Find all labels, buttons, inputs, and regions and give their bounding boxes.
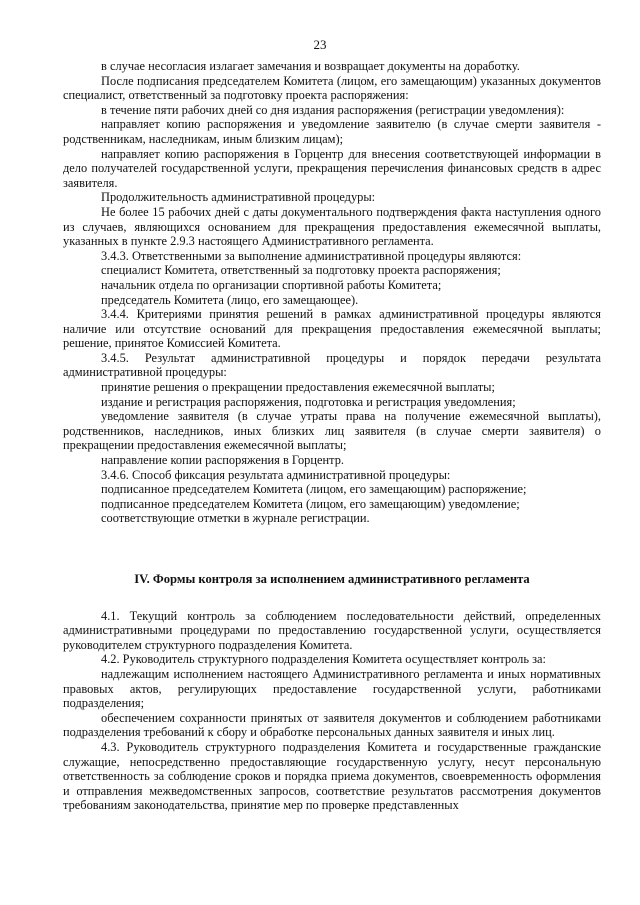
paragraph: 3.4.4. Критериями принятия решений в рамках административной процедуры являются наличие или отсутствие оснований для прекращения предоставления ежемесячной выплаты; решение, принятое Комиссией Комитета. — [63, 307, 601, 351]
list-item: направляет копию распоряжения и уведомление заявителю (в случае смерти заявителя - родственникам, наследникам, иным близким лицам); — [63, 117, 601, 146]
paragraph: 4.3. Руководитель структурного подразделения Комитета и государственные гражданские служащие, непосредственно предоставляющие государственную услугу, несут персональную ответственность за соблюдение сроков и порядка приема документов, своевременность оформления и отправления межведомственных запросов, соответствие результатов рассмотрения документов требованиям законодательства, принятие мер по проверке представленных — [63, 739, 601, 813]
list-item: обеспечением сохранности принятых от заявителя документов и соблюдением работниками подразделения требований к сбору и обработке персональных данных заявителя и иных лиц. — [63, 710, 601, 740]
paragraph: 3.4.3. Ответственными за выполнение административной процедуры являются: — [101, 248, 522, 263]
paragraph: 4.2. Руководитель структурного подразделения Комитета осуществляет контроль за: — [101, 652, 546, 667]
list-item: подписанное председателем Комитета (лицом, его замещающим) уведомление; — [101, 496, 520, 511]
list-item: председатель Комитета (лицо, его замещающее). — [101, 292, 359, 307]
list-item: в течение пяти рабочих дней со дня издания распоряжения (регистрации уведомления): — [101, 102, 565, 117]
list-item: уведомление заявителя (в случае утраты права на получение ежемесячной выплаты), родственников, наследников, иных близких лиц заявителя (в случае смерти заявителя) о прекращении предоставления ежемесячной выплаты; — [63, 409, 601, 453]
list-item: специалист Комитета, ответственный за подготовку проекта распоряжения; — [101, 263, 501, 278]
page-number: 23 — [313, 37, 327, 52]
paragraph: 4.1. Текущий контроль за соблюдением последовательности действий, определенных административными процедурами по предоставлению государственной услуги, осуществляется руководителем структурного подразделения Комитета. — [63, 608, 601, 652]
paragraph: После подписания председателем Комитета (лицом, его замещающим) указанных документов специалист, ответственный за подготовку проекта распоряжения: — [63, 73, 601, 103]
paragraph: 3.4.5. Результат административной процедуры и порядок передачи результата административной процедуры: — [63, 350, 601, 380]
list-item: направление копии распоряжения в Горцентр. — [101, 453, 345, 468]
document-body — [63, 59, 601, 813]
paragraph: Не более 15 рабочих дней с даты документального подтверждения факта наступления одного из случаев, являющихся основанием для прекращения предоставления ежемесячной выплаты, указанных в пункте 2.9.3 настоящего Административного регламента. — [63, 204, 601, 249]
list-item: начальник отдела по организации спортивной работы Комитета; — [101, 277, 442, 292]
section-spacer — [63, 587, 601, 609]
list-item: соответствующие отметки в журнале регистрации. — [101, 511, 370, 526]
section-heading: IV. Формы контроля за исполнением административного регламента — [134, 572, 530, 586]
section-spacer — [63, 526, 601, 572]
paragraph: Продолжительность административной процедуры: — [101, 190, 376, 205]
list-item: надлежащим исполнением настоящего Административного регламента и иных нормативных правовых актов, регулирующих предоставление государственной услуги, работниками подразделения; — [63, 666, 601, 711]
list-item: издание и регистрация распоряжения, подготовка и регистрация уведомления; — [101, 394, 516, 409]
list-item: направляет копию распоряжения в Горцентр для внесения соответствующей информации в дело получателей государственной услуги, прекращения перечисления финансовых средств в адрес заявителя. — [63, 146, 601, 190]
list-item: подписанное председателем Комитета (лицом, его замещающим) распоряжение; — [101, 482, 527, 497]
paragraph: 3.4.6. Способ фиксация результата административной процедуры: — [101, 467, 451, 482]
list-item: принятие решения о прекращении предоставления ежемесячной выплаты; — [101, 380, 495, 395]
paragraph: в случае несогласия излагает замечания и возвращает документы на доработку. — [101, 59, 520, 73]
